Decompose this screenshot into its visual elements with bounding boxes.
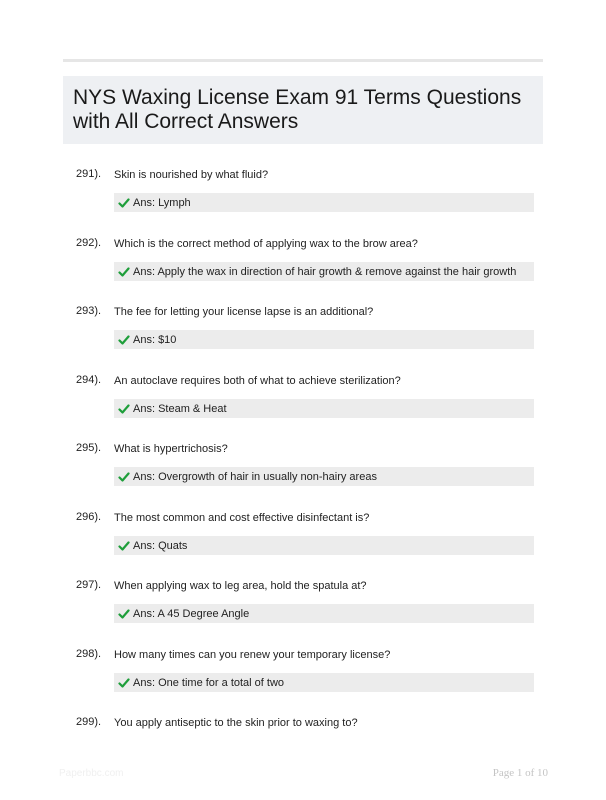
question-text: The fee for letting your license lapse is an additional? <box>114 306 374 318</box>
question-number: 297). <box>76 579 102 591</box>
answer-text: Ans: One time for a total of two <box>133 676 285 689</box>
answer-text: Ans: Lymph <box>133 196 191 209</box>
question-number: 295). <box>76 442 102 454</box>
check-icon <box>118 197 130 209</box>
answer-text: Ans: $10 <box>133 333 177 346</box>
answer-text: Ans: A 45 Degree Angle <box>133 607 250 620</box>
answer-box <box>114 673 534 692</box>
question-text: When applying wax to leg area, hold the spatula at? <box>114 580 367 592</box>
question-text: You apply antiseptic to the skin prior to waxing to? <box>114 717 358 729</box>
check-icon <box>118 540 130 552</box>
check-icon <box>118 334 130 346</box>
answer-text: Ans: Apply the wax in direction of hair growth & remove against the hair growth <box>133 265 517 278</box>
question-text: The most common and cost effective disinfectant is? <box>114 512 370 524</box>
question-text: An autoclave requires both of what to achieve sterilization? <box>114 375 401 387</box>
question-text: How many times can you renew your temporary license? <box>114 649 391 661</box>
check-icon <box>118 266 130 278</box>
answer-box <box>114 262 534 281</box>
question-text: What is hypertrichosis? <box>114 443 228 455</box>
page-number: Page 1 of 10 <box>492 767 548 779</box>
question-number: 291). <box>76 168 102 180</box>
answer-box <box>114 604 534 623</box>
answer-box <box>114 536 534 555</box>
check-icon <box>118 677 130 689</box>
check-icon <box>118 471 130 483</box>
answer-text: Ans: Steam & Heat <box>133 402 227 415</box>
question-number: 296). <box>76 511 102 523</box>
footer-watermark: Paperbbc.com <box>59 768 124 779</box>
answer-text: Ans: Overgrowth of hair in usually non-hairy areas <box>133 470 377 483</box>
question-text: Which is the correct method of applying wax to the brow area? <box>114 238 418 250</box>
answer-box <box>114 193 534 212</box>
question-number: 298). <box>76 648 102 660</box>
answer-box <box>114 467 534 486</box>
question-number: 293). <box>76 305 102 317</box>
answer-box <box>114 399 534 418</box>
question-number: 292). <box>76 237 102 249</box>
question-text: Skin is nourished by what fluid? <box>114 169 269 181</box>
answer-text: Ans: Quats <box>133 539 188 552</box>
question-number: 299). <box>76 716 102 728</box>
question-number: 294). <box>76 374 102 386</box>
check-icon <box>118 608 130 620</box>
check-icon <box>118 403 130 415</box>
document-title: NYS Waxing License Exam 91 Terms Questions with All Correct Answers <box>73 86 522 133</box>
answer-box <box>114 330 534 349</box>
